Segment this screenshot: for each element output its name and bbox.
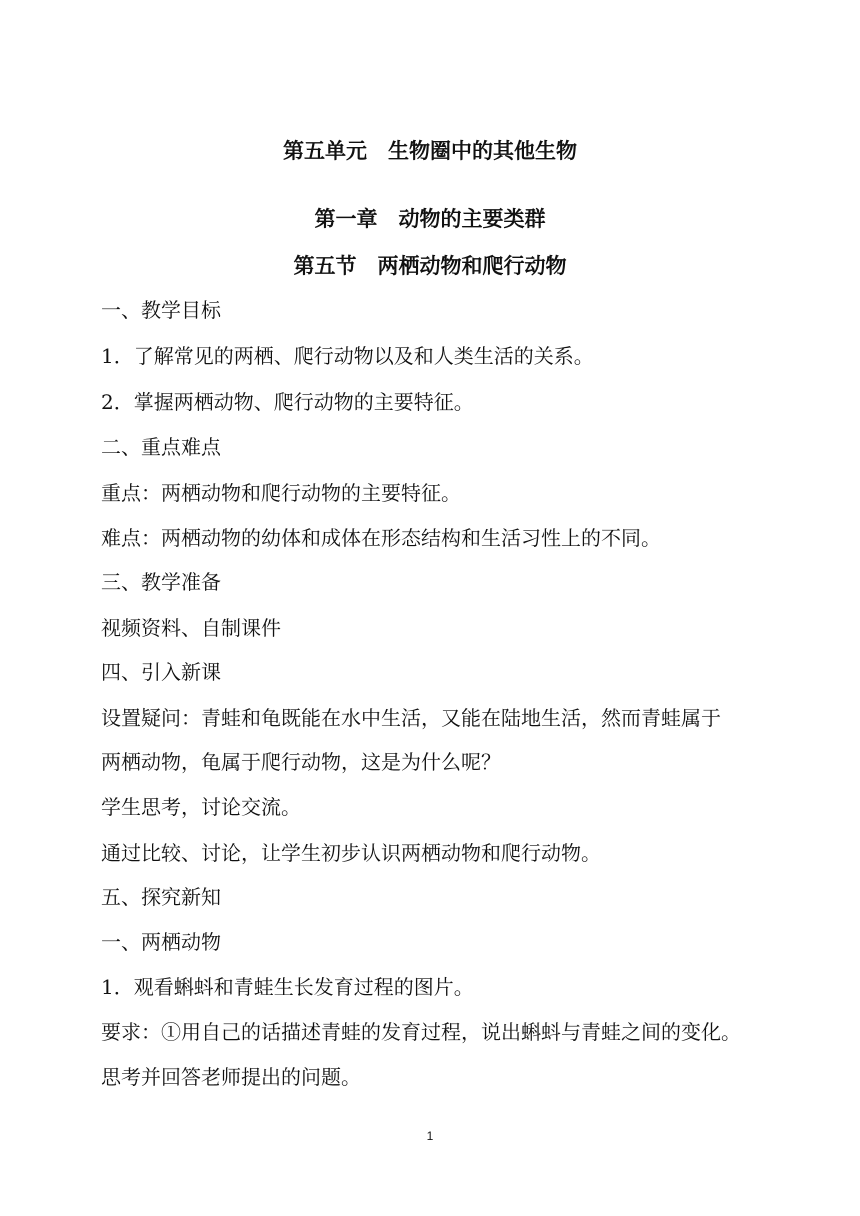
heading-teaching-preparation: 三、教学准备: [101, 570, 221, 594]
activity-observe-images: 1．观看蝌蚪和青蛙生长发育过程的图片。: [101, 975, 474, 999]
unit-title: 第五单元 生物圈中的其他生物: [283, 139, 577, 163]
chapter-title: 第一章 动物的主要类群: [314, 207, 546, 231]
question-line-1: 设置疑问：青蛙和龟既能在水中生活，又能在陆地生活，然而青蛙属于: [101, 706, 721, 730]
heading-introduction: 四、引入新课: [101, 660, 221, 684]
heading-amphibians: 一、两栖动物: [101, 930, 221, 954]
heading-explore-new-knowledge: 五、探究新知: [101, 885, 221, 909]
preparation-materials: 视频资料、自制课件: [101, 616, 281, 640]
answer-question-line: 思考并回答老师提出的问题。: [101, 1065, 361, 1089]
heading-key-points: 二、重点难点: [101, 435, 221, 459]
comparison-discussion: 通过比较、讨论，让学生初步认识两栖动物和爬行动物。: [101, 841, 601, 865]
student-activity: 学生思考，讨论交流。: [101, 795, 301, 819]
question-line-2: 两栖动物，龟属于爬行动物，这是为什么呢？: [101, 750, 501, 774]
requirement-line: 要求：①用自己的话描述青蛙的发育过程，说出蝌蚪与青蛙之间的变化。: [101, 1020, 741, 1044]
section-title: 第五节 两栖动物和爬行动物: [293, 254, 567, 278]
goal-item-1: 1．了解常见的两栖、爬行动物以及和人类生活的关系。: [101, 344, 594, 368]
heading-teaching-goals: 一、教学目标: [101, 298, 221, 322]
goal-item-2: 2．掌握两栖动物、爬行动物的主要特征。: [101, 390, 474, 414]
page-number: 1: [426, 1129, 434, 1143]
key-point: 重点：两栖动物和爬行动物的主要特征。: [101, 481, 461, 505]
difficult-point: 难点：两栖动物的幼体和成体在形态结构和生活习性上的不同。: [101, 526, 661, 550]
